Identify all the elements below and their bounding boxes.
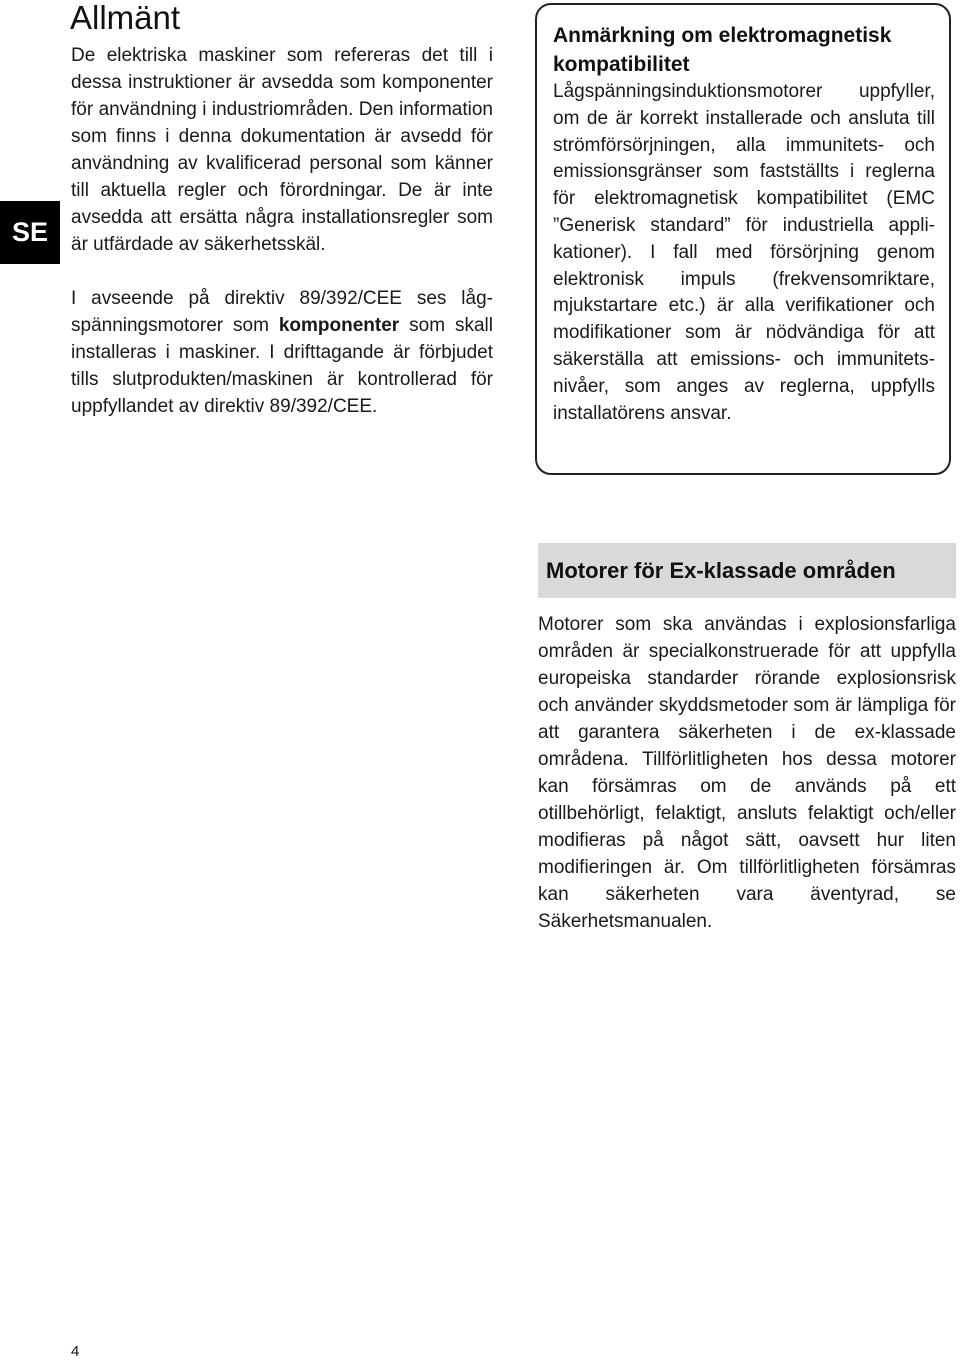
language-tab: SE [0,201,60,264]
general-paragraph-2-text-a: I avseende på direktiv 89/392/CEE ses lågspänningsmotorer som [71,288,493,336]
page-number: 4 [71,1343,80,1360]
general-paragraph-2 [71,285,493,420]
ex-section-header [538,543,956,598]
general-paragraph-2-text-b: som skall installeras i maskiner. I drifttagande är förbjudet tills slutprodukten/maskinen är kontrollerad för uppfyllandet av direktiv 89/392/CEE. [71,315,493,417]
emphasis-components: komponenter [278,315,400,336]
ex-section-body: Motorer som ska användas i explosionsfarliga områden är specialkonstruerade för att uppfylla europeiska standarder rörande explosionsrisk och använder skyddsmetoder som är lämpliga för att garantera säkerheten i de ex-klassade områdena. Tillförlitligheten hos dessa motorer kan försämras om de används på ett otillbehörligt, felaktigt, ansluts felaktigt och/eller modifieras på något sätt, oavsett hur liten modifieringen är. Om tillförlitligheten försämras kan säkerheten vara äventyrad, se Säkerhetsmanualen. [538,614,956,932]
general-section [71,42,493,420]
ex-section-title: Motorer för Ex-klassade områden [546,557,896,583]
emc-note-title: Anmärkning om elektromagnetisk kompatibilitet [553,24,892,76]
section-title-general: Allmänt [70,0,181,36]
emc-note-box [535,3,951,475]
general-paragraph-1: De elektriska maskiner som refereras det till i dessa instruktioner är avsedda som komponenter för användning i industriområden. Den information som finns i denna dokumentation är avsedd för användning av kvalificerad personal som känner till aktuella regler och förordningar. De är inte avsedda att ersätta några installationsregler som är utfärdade av säkerhetsskäl. [71,45,493,255]
emc-note-body: Lågspänningsinduktionsmotorer uppfyller, om de är korrekt installerade och ansluta till strömförsörjningen, alla immunitets- och emissionsgränser som fastställts i reglerna för elektromagnetisk kompatibilitet (EMC ”Generisk standard” för industriella applikationer). I fall med försörjning genom elektronisk impuls (frekvensomriktare, mjukstartare etc.) är alla verifikationer och modifikationer som är nödvändiga för att säkerställa att emissions- och immunitetsnivåer, som anges av reglerna, uppfylls installatörens ansvar. [553,81,935,424]
